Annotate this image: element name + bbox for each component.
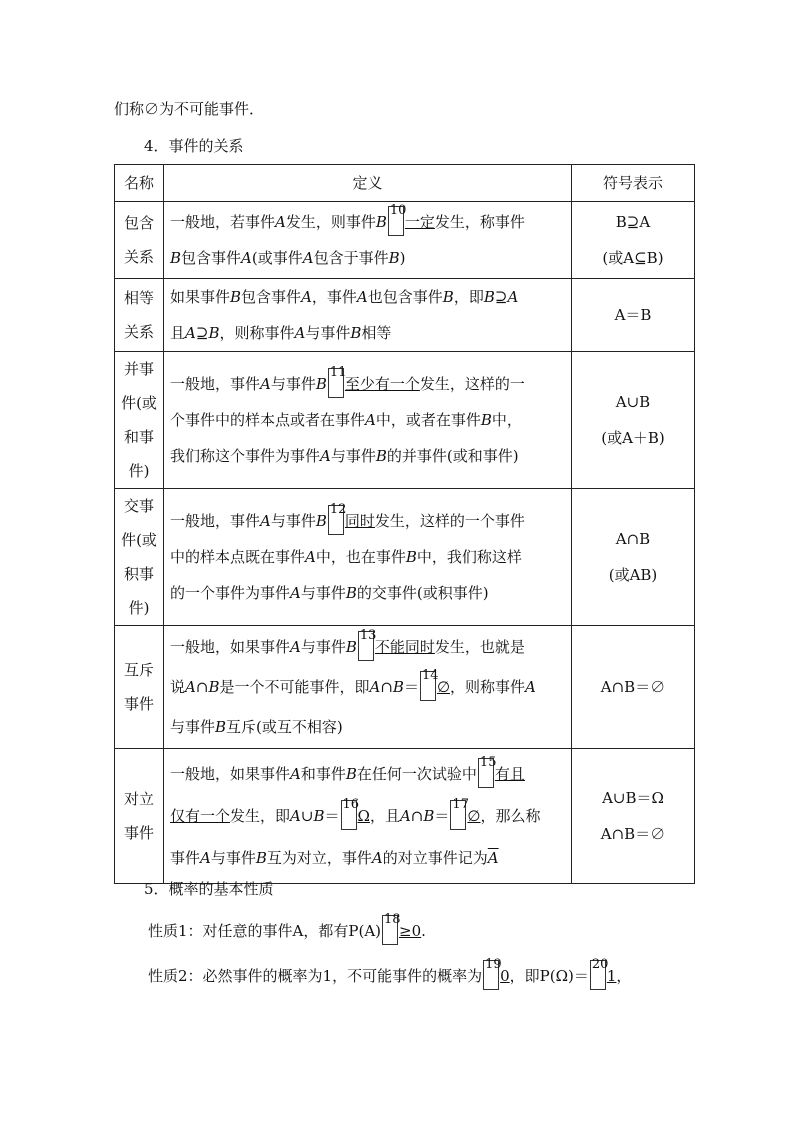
row-name: 交事 件(或 积事 件) <box>115 489 164 626</box>
row-name: 对立 事件 <box>115 749 164 884</box>
answer-box-14: 14 <box>420 671 436 701</box>
row-symbol: A＝B <box>572 279 695 352</box>
header-name: 名称 <box>115 165 164 202</box>
row-symbol: A∪B (或A＋B) <box>572 352 695 489</box>
table-row-intersection <box>115 489 695 626</box>
row-symbol: A∩B (或AB) <box>572 489 695 626</box>
header-definition: 定义 <box>164 165 572 202</box>
table-row-complementary <box>115 749 695 884</box>
row-name: 包含 关系 <box>115 202 164 279</box>
table-header-row <box>115 165 695 202</box>
answer-box-12: 12 <box>328 505 344 535</box>
event-relations-table <box>114 164 695 884</box>
row-definition: 一般地，事件A与事件B 12 同时发生，这样的一个事件 中的样本点既在事件A中，也在事件B中，我们称这样 的一个事件为事件A与事件B的交事件(或积事件) <box>164 489 572 626</box>
row-name: 并事 件(或 和事 件) <box>115 352 164 489</box>
answer-box-19: 19 <box>483 960 499 990</box>
row-definition: 一般地，如果事件A和事件B在任何一次试验中 15 有且 仅有一个发生，即A∪B＝ 16 Ω，且A∩B＝ 17 ∅，那么称 事件A与事件B互为对立，事件A的对立事件记为$\overline{A}$ <box>164 749 572 884</box>
answer-box-10: 10 <box>388 206 404 236</box>
header-symbol: 符号表示 <box>572 165 695 202</box>
row-name: 相等 关系 <box>115 279 164 352</box>
table-row-mutually-exclusive <box>115 626 695 749</box>
row-definition: 一般地，若事件A发生，则事件B 10 一定发生，称事件 B包含事件A(或事件A包含于事件B) <box>164 202 572 279</box>
answer-box-18: 18 <box>382 915 398 945</box>
row-symbol: A∪B＝Ω A∩B＝∅ <box>572 749 695 884</box>
row-definition: 一般地，如果事件A与事件B 13 不能同时发生，也就是 说A∩B是一个不可能事件，即A∩B＝ 14 ∅，则称事件A 与事件B互斥(或互不相容) <box>164 626 572 749</box>
section-4-title: 4．事件的关系 <box>144 137 244 155</box>
table-row-equal <box>115 279 695 352</box>
property-2: 性质2：必然事件的概率为1，不可能事件的概率为 19 0，即P(Ω)＝ 20 1， <box>148 960 631 990</box>
row-definition: 一般地，事件A与事件B 11 至少有一个发生，这样的一 个事件中的样本点或者在事件A中，或者在事件B中， 我们称这个事件为事件A与事件B的并事件(或和事件) <box>164 352 572 489</box>
answer-box-16: 16 <box>341 800 357 830</box>
answer-box-20: 20 <box>590 960 606 990</box>
row-name: 互斥 事件 <box>115 626 164 749</box>
row-definition: 如果事件B包含事件A，事件A也包含事件B，即B⊇A 且A⊇B，则称事件A与事件B相等 <box>164 279 572 352</box>
table-row-union <box>115 352 695 489</box>
row-symbol: A∩B＝∅ <box>572 626 695 749</box>
answer-box-17: 17 <box>450 800 466 830</box>
intro-text: 们称∅为不可能事件． <box>114 100 265 118</box>
table-row-inclusion <box>115 202 695 279</box>
section-5-title: 5．概率的基本性质 <box>144 880 274 898</box>
property-1: 性质1：对任意的事件A，都有P(A) 18 ≥0. <box>148 915 426 945</box>
row-symbol: B⊇A (或A⊆B) <box>572 202 695 279</box>
answer-box-11: 11 <box>328 368 344 398</box>
answer-box-13: 13 <box>358 631 374 661</box>
answer-box-15: 15 <box>478 758 494 788</box>
